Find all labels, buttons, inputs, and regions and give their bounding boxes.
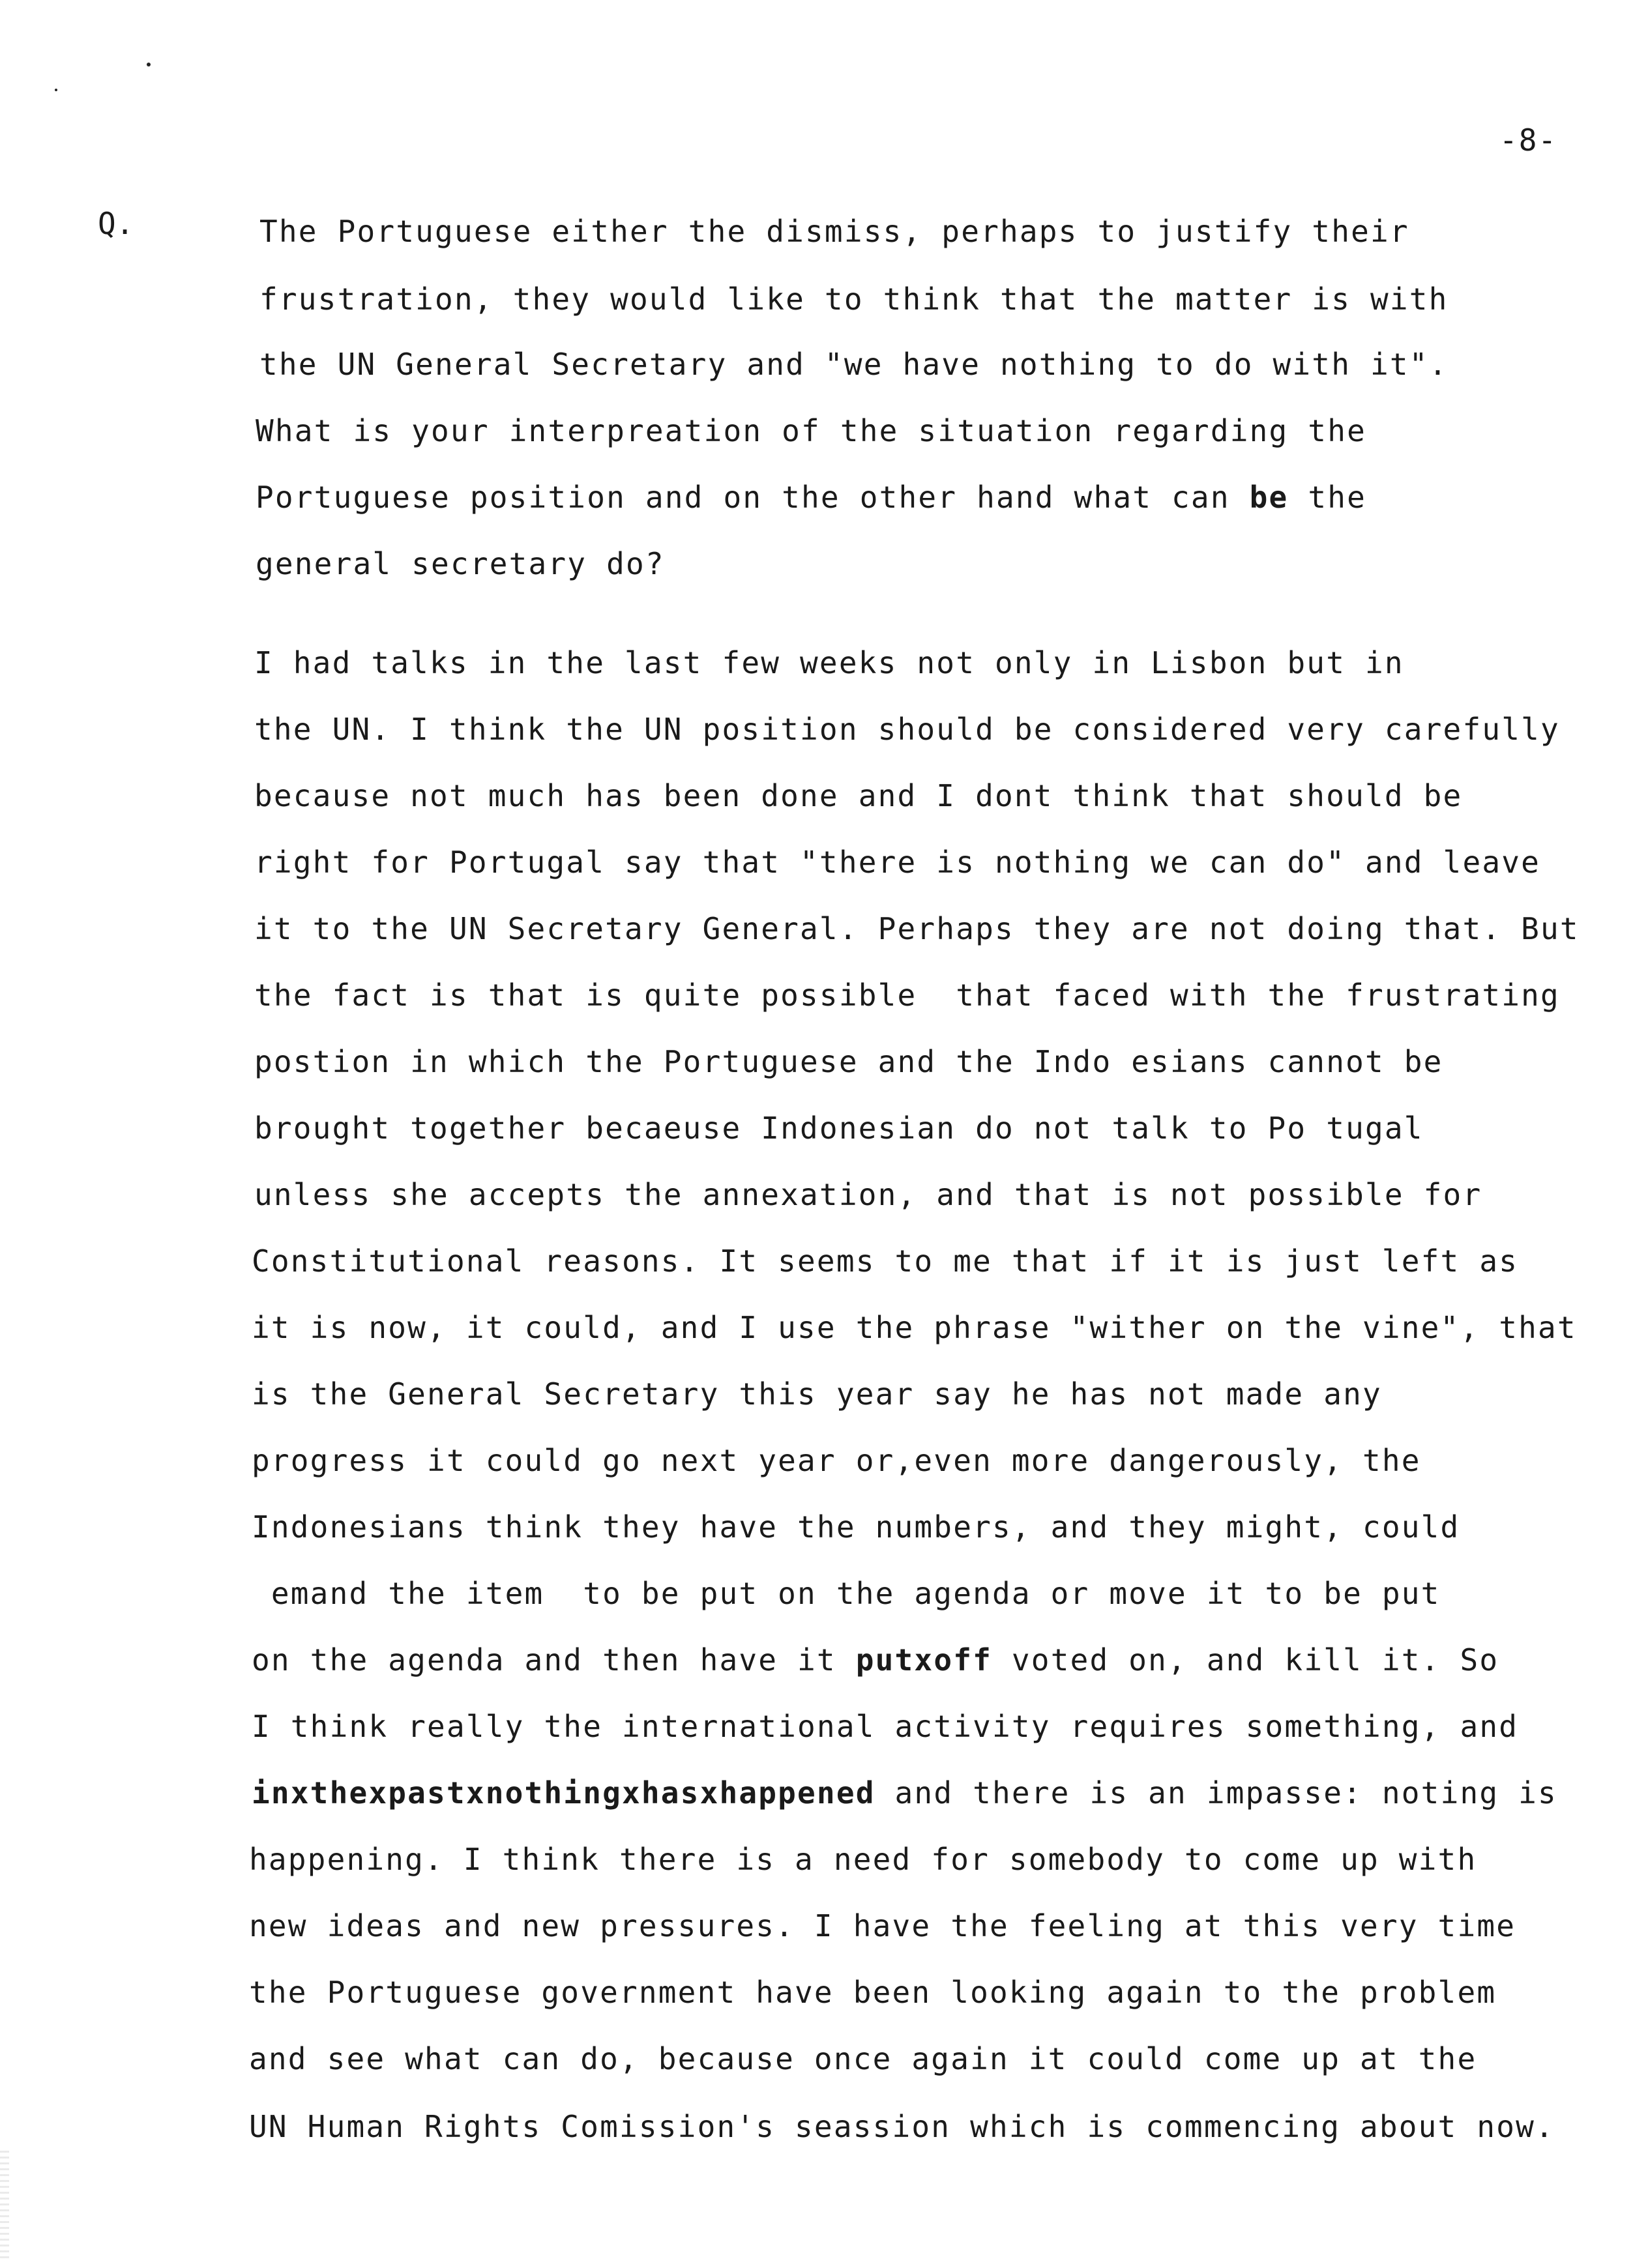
answer-line bbox=[252, 1642, 1499, 1678]
scan-edge-mark bbox=[0, 2151, 9, 2261]
answer-line: the fact is that is quite possible that faced with the frustrating bbox=[254, 978, 1560, 1013]
speaker-label-question: Q. bbox=[98, 206, 134, 241]
answer-line: Indonesians think they have the numbers, and they might, could bbox=[252, 1509, 1460, 1545]
answer-line: because not much has been done and I dont think that should be bbox=[254, 778, 1463, 813]
answer-line: progress it could go next year or,even more dangerously, the bbox=[252, 1443, 1421, 1478]
typed-over-text: putxoff bbox=[855, 1642, 993, 1678]
answer-line: I think really the international activity requires something, and bbox=[252, 1709, 1519, 1744]
answer-line: right for Portugal say that "there is nothing we can do" and leave bbox=[254, 845, 1541, 880]
question-line: frustration, they would like to think that the matter is with bbox=[259, 282, 1449, 317]
answer-line-tail: voted on, and kill it. So bbox=[992, 1642, 1499, 1678]
answer-line: UN Human Rights Comission's seassion which is commencing about now. bbox=[249, 2109, 1555, 2144]
scan-speck bbox=[55, 89, 57, 91]
question-line: The Portuguese either the dismiss, perhaps to justify their bbox=[259, 214, 1409, 249]
typed-over-text: be bbox=[1249, 480, 1289, 515]
answer-line: it is now, it could, and I use the phrase "wither on the vine", that bbox=[252, 1310, 1577, 1345]
answer-line: Constitutional reasons. It seems to me that if it is just left as bbox=[252, 1243, 1519, 1279]
answer-line: it to the UN Secretary General. Perhaps they are not doing that. But bbox=[254, 911, 1580, 946]
answer-line: unless she accepts the annexation, and that is not possible for bbox=[254, 1177, 1482, 1212]
typed-over-text: inxthexpastxnothingxhasxhappened bbox=[252, 1775, 876, 1810]
answer-line bbox=[252, 1775, 1557, 1810]
answer-line: and see what can do, because once again it could come up at the bbox=[249, 2041, 1477, 2076]
answer-line: happening. I think there is a need for somebody to come up with bbox=[249, 1842, 1477, 1877]
answer-line: emand the item to be put on the agenda or move it to be put bbox=[252, 1576, 1441, 1611]
question-line: What is your interpreation of the situation regarding the bbox=[256, 413, 1366, 448]
question-line bbox=[256, 480, 1366, 515]
answer-line: the UN. I think the UN position should be considered very carefully bbox=[254, 712, 1560, 747]
answer-line: the Portuguese government have been looking again to the problem bbox=[249, 1975, 1497, 2010]
answer-line: I had talks in the last few weeks not only in Lisbon but in bbox=[254, 645, 1404, 680]
answer-line-text: on the agenda and then have it bbox=[252, 1642, 836, 1678]
question-line-tail: the bbox=[1288, 480, 1366, 515]
page-number: -8- bbox=[1499, 123, 1558, 158]
answer-line: is the General Secretary this year say he has not made any bbox=[252, 1376, 1382, 1412]
scan-speck bbox=[147, 63, 151, 66]
answer-line: brought together becaeuse Indonesian do not talk to Po tugal bbox=[254, 1111, 1424, 1146]
question-line-text: Portuguese position and on the other hand what can bbox=[256, 480, 1230, 515]
answer-line: new ideas and new pressures. I have the feeling at this very time bbox=[249, 1908, 1516, 1943]
question-line: general secretary do? bbox=[256, 546, 665, 581]
answer-line-text: and there is an impasse: noting is bbox=[894, 1775, 1557, 1810]
question-line: the UN General Secretary and "we have nothing to do with it". bbox=[259, 347, 1449, 382]
answer-line: postion in which the Portuguese and the Indo esians cannot be bbox=[254, 1044, 1443, 1079]
